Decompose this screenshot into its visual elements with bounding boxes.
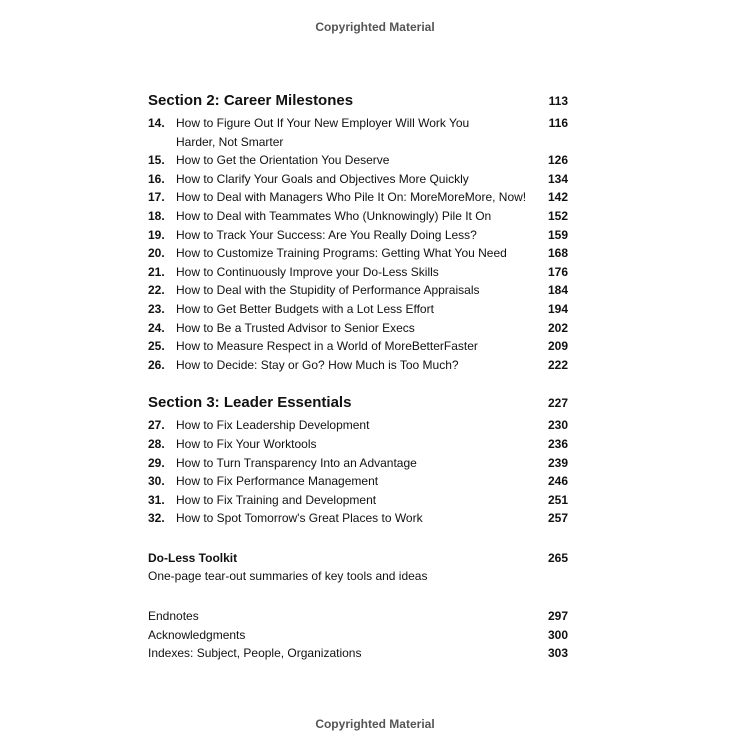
chapter-title: How to Customize Training Programs: Getting What You Need — [176, 246, 507, 261]
backmatter-entry — [148, 626, 568, 645]
toc-entry — [148, 114, 568, 151]
section-heading — [148, 394, 568, 414]
chapter-page: 230 — [547, 418, 568, 433]
chapter-number: 32. — [148, 511, 165, 526]
backmatter-title: Acknowledgments — [148, 627, 246, 642]
chapter-title: How to Fix Leadership Development — [176, 418, 370, 433]
chapter-title: How to Clarify Your Goals and Objectives More Quickly — [176, 171, 469, 186]
chapter-page: 184 — [547, 283, 568, 298]
chapter-number: 27. — [148, 418, 165, 433]
chapter-title: How to Be a Trusted Advisor to Senior Execs — [176, 320, 415, 335]
chapter-number: 28. — [148, 436, 165, 451]
backmatter-title: Endnotes — [148, 609, 199, 624]
section-heading — [148, 92, 568, 112]
toc-entry — [148, 151, 568, 170]
chapter-number: 29. — [148, 455, 165, 470]
toolkit-page: 265 — [547, 550, 568, 565]
section-title: Section 3: Leader Essentials — [148, 394, 352, 412]
toc-entry — [148, 226, 568, 245]
toc-entry — [148, 337, 568, 356]
chapter-title: How to Get the Orientation You Deserve — [176, 153, 390, 168]
chapter-number: 24. — [148, 320, 165, 335]
toc-entry — [148, 263, 568, 282]
backmatter-title: Indexes: Subject, People, Organizations — [148, 646, 362, 661]
toc-entry — [148, 170, 568, 189]
toc-entry — [148, 509, 568, 528]
section-page: 227 — [547, 396, 568, 411]
chapter-number: 16. — [148, 171, 165, 186]
chapter-title: How to Decide: Stay or Go? How Much is Too Much? — [176, 357, 459, 372]
section-page: 113 — [548, 94, 568, 108]
chapter-title: How to Get Better Budgets with a Lot Less Effort — [176, 301, 434, 316]
chapter-title: How to Deal with Managers Who Pile It On: MoreMoreMore, Now! — [176, 190, 527, 205]
chapter-title: How to Deal with the Stupidity of Performance Appraisals — [176, 283, 480, 298]
copyright-watermark-bottom: Copyrighted Material — [315, 717, 435, 731]
backmatter-page: 300 — [547, 627, 568, 642]
toc-entry — [148, 281, 568, 300]
chapter-page: 134 — [547, 171, 568, 186]
chapter-page: 126 — [547, 153, 568, 168]
chapter-title: How to Fix Your Worktools — [176, 436, 317, 451]
section-title: Section 2: Career Milestones — [148, 92, 354, 109]
chapter-title: How to Spot Tomorrow's Great Places to Work — [176, 511, 423, 526]
chapter-page: 142 — [547, 190, 568, 205]
toc-entry — [148, 435, 568, 454]
table-of-contents — [148, 92, 568, 663]
copyright-watermark-top: Copyrighted Material — [315, 20, 435, 34]
toolkit-title: Do-Less Toolkit — [148, 550, 238, 565]
chapter-title: How to Measure Respect in a World of MoreBetterFaster — [176, 339, 478, 354]
chapter-page: 168 — [547, 246, 568, 261]
chapter-page: 152 — [547, 208, 568, 223]
chapter-page: 159 — [547, 227, 568, 242]
toc-entry — [148, 491, 568, 510]
toc-entry — [148, 300, 568, 319]
toc-entry — [148, 188, 568, 207]
toolkit-entry — [148, 549, 568, 568]
chapter-page: 239 — [547, 455, 568, 470]
chapter-number: 19. — [148, 227, 165, 242]
chapter-number: 23. — [148, 301, 165, 316]
chapter-number: 20. — [148, 246, 165, 261]
chapter-number: 15. — [148, 153, 165, 168]
toc-entry — [148, 356, 568, 375]
chapter-page: 257 — [547, 511, 568, 526]
chapter-number: 14. — [148, 116, 165, 130]
toolkit-subtitle-row — [148, 567, 568, 586]
chapter-title: How to Figure Out If Your New Employer Will Work You Harder, Not Smarter — [176, 116, 470, 149]
chapter-title: How to Fix Performance Management — [176, 474, 379, 489]
backmatter-entry — [148, 644, 568, 663]
chapter-number: 30. — [148, 474, 165, 489]
chapter-number: 25. — [148, 339, 165, 354]
chapter-number: 17. — [148, 190, 165, 205]
chapter-title: How to Fix Training and Development — [176, 492, 377, 507]
chapter-page: 222 — [547, 357, 568, 372]
backmatter-entry — [148, 607, 568, 626]
chapter-title: How to Continuously Improve your Do-Less Skills — [176, 264, 439, 279]
toc-entry — [148, 416, 568, 435]
chapter-page: 116 — [548, 116, 568, 130]
toolkit-subtitle: One-page tear-out summaries of key tools and ideas — [148, 569, 428, 584]
chapter-page: 176 — [547, 264, 568, 279]
toc-entry — [148, 472, 568, 491]
toc-entry — [148, 454, 568, 473]
chapter-title: How to Turn Transparency Into an Advantage — [176, 455, 417, 470]
chapter-title: How to Deal with Teammates Who (Unknowingly) Pile It On — [176, 208, 492, 223]
chapter-page: 246 — [547, 474, 568, 489]
toc-entry — [148, 244, 568, 263]
chapter-number: 31. — [148, 492, 165, 507]
chapter-page: 194 — [547, 301, 568, 316]
chapter-page: 209 — [547, 339, 568, 354]
chapter-page: 251 — [547, 492, 568, 507]
backmatter-page: 297 — [547, 609, 568, 624]
toc-entry — [148, 319, 568, 338]
chapter-title: How to Track Your Success: Are You Really Doing Less? — [176, 227, 477, 242]
chapter-number: 21. — [148, 264, 165, 279]
backmatter-page: 303 — [547, 646, 568, 661]
chapter-number: 18. — [148, 208, 165, 223]
chapter-page: 236 — [547, 436, 568, 451]
toc-entry — [148, 207, 568, 226]
chapter-number: 22. — [148, 283, 165, 298]
chapter-number: 26. — [148, 357, 165, 372]
chapter-page: 202 — [547, 320, 568, 335]
